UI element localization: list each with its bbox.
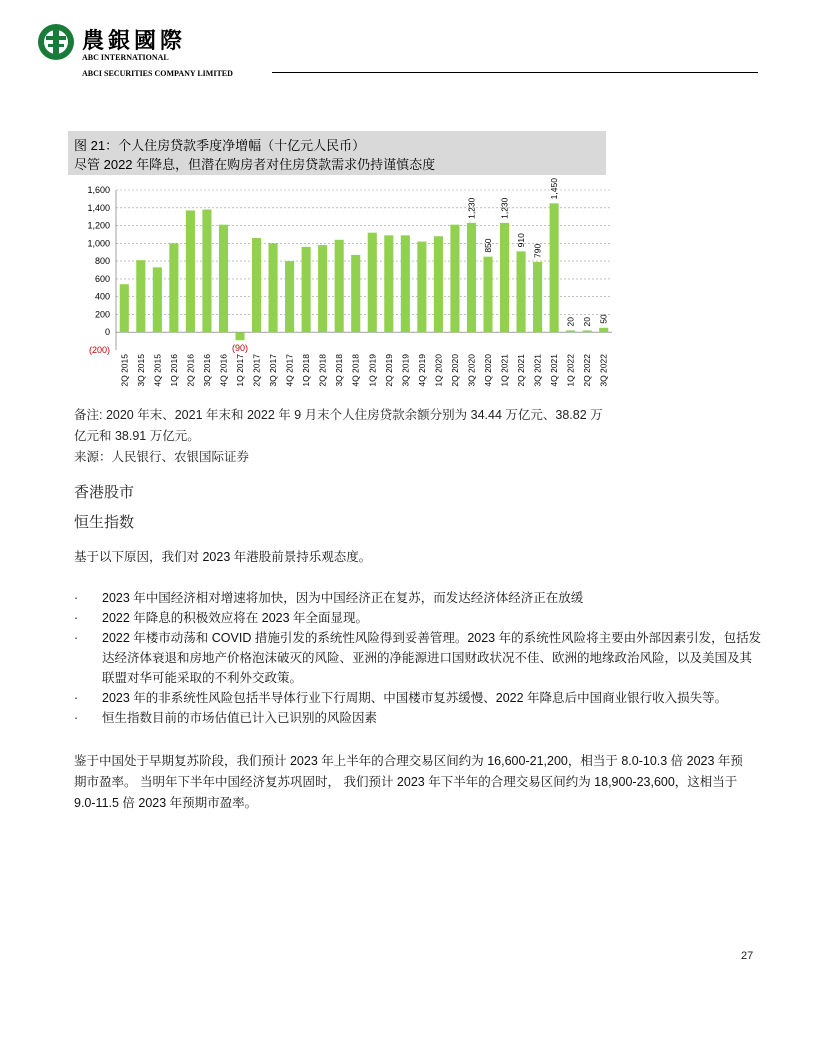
chart-bar <box>483 257 492 333</box>
chart-bar <box>202 210 211 333</box>
chart-bar <box>450 225 459 333</box>
y-tick-label: 0 <box>104 327 110 338</box>
chart-bar <box>285 261 294 332</box>
y-tick-label: 1,400 <box>87 202 110 213</box>
brand-name-en: ABC INTERNATIONAL <box>82 53 169 62</box>
x-tick-label: 2Q 2017 <box>251 354 262 387</box>
x-tick-label: 4Q 2018 <box>350 354 361 387</box>
header-divider <box>272 72 758 73</box>
list-item: · 2023 年中国经济相对增速将加快，因为中国经济正在复苏，而发达经济体经济正在放缓 <box>74 588 764 608</box>
y-tick-label: 400 <box>94 291 110 302</box>
chart-bar <box>269 243 278 332</box>
y-tick-label: (200) <box>88 345 110 355</box>
x-tick-label: 2Q 2022 <box>582 354 593 387</box>
section-heading-hsi: 恒生指数 <box>74 514 135 531</box>
list-item: · 2023 年的非系统性风险包括半导体行业下行周期、中国楼市复苏缓慢、2022 年降息后中国商业银行收入损失等。 <box>74 688 764 708</box>
chart-bar <box>533 262 542 332</box>
x-tick-label: 4Q 2020 <box>483 354 493 387</box>
bullet-icon: · <box>74 591 79 605</box>
section-heading-hk-market: 香港股市 <box>74 484 135 501</box>
chart-bar <box>318 245 327 332</box>
x-tick-label: 3Q 2021 <box>532 354 543 387</box>
x-tick-label: 1Q 2018 <box>301 354 312 387</box>
chart-bar <box>566 330 575 332</box>
reasons-list <box>74 588 764 728</box>
chart-bar <box>599 328 608 332</box>
y-tick-label: 1,200 <box>87 220 110 231</box>
chart-bar <box>252 238 261 332</box>
figure-caption-box <box>68 131 606 175</box>
x-tick-label: 1Q 2020 <box>433 354 444 387</box>
x-tick-label: 2Q 2021 <box>516 354 527 387</box>
figure-subtitle: 尽管 2022 年降息，但潜在购房者对住房贷款需求仍持谨慎态度 <box>74 157 436 172</box>
chart-bar <box>368 233 377 333</box>
mortgage-net-increase-chart <box>68 176 613 406</box>
x-tick-label: 1Q 2021 <box>499 354 510 387</box>
x-tick-label: 1Q 2016 <box>168 354 179 387</box>
chart-bar <box>153 267 162 332</box>
chart-bar <box>169 243 178 332</box>
data-label: 1,230 <box>499 197 510 219</box>
x-tick-label: 1Q 2022 <box>565 353 576 387</box>
data-label: (90) <box>231 343 249 354</box>
abc-logo-icon <box>36 22 76 62</box>
y-tick-label: 600 <box>94 273 110 284</box>
y-tick-label: 1,000 <box>87 238 110 249</box>
x-tick-label: 3Q 2016 <box>201 354 212 387</box>
chart-bar <box>219 225 228 333</box>
data-label: 850 <box>483 238 493 253</box>
data-label: 910 <box>516 233 527 248</box>
chart-bar <box>302 247 311 332</box>
chart-bar <box>467 223 476 332</box>
data-label: 20 <box>565 316 576 327</box>
chart-bar <box>186 210 195 332</box>
chart-bar <box>384 235 393 332</box>
conclusion-paragraph: 鉴于中国处于早期复苏阶段，我们预计 2023 年上半年的合理交易区间约为 16,600-21,200，相当于 8.0-10.3 倍 2023 年预期市盈率。 当明年下半年中国经济复苏巩固时， 我们预计 2023 年下半年的合理交易区间约为 18,900-23,600，这相当于 9.0-11.5 倍 2023 年预期市盈率。 <box>74 754 743 810</box>
x-tick-label: 4Q 2019 <box>416 354 427 387</box>
list-item: · 2022 年楼市动荡和 COVID 措施引发的系统性风险得到妥善管理。2023 年的系统性风险将主要由外部因素引发，包括发达经济体衰退和房地产价格泡沫破灭的风险、亚洲的净能源进口国财政状况不佳、欧洲的地缘政治风险，以及美国及其联盟对华可能采取的不利外交政策。 <box>74 628 764 688</box>
chart-bar <box>517 251 526 332</box>
data-label: 790 <box>532 243 543 258</box>
x-tick-label: 1Q 2017 <box>235 354 245 387</box>
list-item: · 2022 年降息的积极效应将在 2023 年全面显现。 <box>74 608 764 628</box>
intro-paragraph: 基于以下原因，我们对 2023 年港股前景持乐观态度。 <box>74 550 372 564</box>
x-tick-label: 2Q 2019 <box>383 354 394 387</box>
chart-bar <box>434 236 443 332</box>
x-tick-label: 3Q 2018 <box>334 354 345 387</box>
bullet-icon: · <box>74 611 79 625</box>
figure-source: 来源：人民银行、农银国际证券 <box>74 450 250 464</box>
bullet-icon: · <box>74 631 79 645</box>
x-tick-label: 4Q 2017 <box>284 354 295 387</box>
chart-bar <box>335 240 344 332</box>
x-tick-label: 4Q 2016 <box>218 354 229 387</box>
x-tick-label: 1Q 2019 <box>367 354 378 387</box>
data-label: 20 <box>582 316 593 327</box>
chart-bar <box>351 255 360 332</box>
figure-note: 备注: 2020 年末、2021 年末和 2022 年 9 月末个人住房贷款余额分别为 34.44 万亿元、38.82 万亿元和 38.91 万亿元。 <box>74 408 603 443</box>
chart-bar <box>550 203 559 332</box>
x-tick-label: 4Q 2015 <box>152 354 163 387</box>
figure-title: 图 21：个人住房贷款季度净增幅（十亿元人民币） <box>74 138 366 153</box>
x-tick-label: 2Q 2015 <box>119 354 130 387</box>
y-tick-label: 1,600 <box>87 185 110 195</box>
bullet-icon: · <box>74 691 79 705</box>
x-tick-label: 3Q 2022 <box>598 354 609 387</box>
page-number: 27 <box>741 950 754 962</box>
chart-bar <box>136 260 145 332</box>
x-tick-label: 3Q 2020 <box>466 354 477 387</box>
data-label: 1,450 <box>549 178 560 200</box>
y-tick-label: 200 <box>94 309 110 320</box>
chart-bar <box>583 330 592 332</box>
data-label: 50 <box>598 314 609 324</box>
chart-bar <box>500 223 509 332</box>
data-label: 1,230 <box>466 197 477 219</box>
x-tick-label: 4Q 2021 <box>549 353 560 387</box>
list-item: · 恒生指数目前的市场估值已计入已识别的风险因素 <box>74 708 764 728</box>
brand-company-name: ABCI SECURITIES COMPANY LIMITED <box>82 69 233 78</box>
x-tick-label: 2Q 2018 <box>317 354 328 387</box>
x-tick-label: 3Q 2015 <box>135 354 146 387</box>
x-tick-label: 3Q 2017 <box>268 354 279 387</box>
x-tick-label: 3Q 2019 <box>400 354 411 387</box>
brand-name-cn: 農銀國際 <box>82 28 187 54</box>
chart-bar <box>401 235 410 332</box>
x-tick-label: 2Q 2020 <box>449 354 460 387</box>
chart-bar <box>235 332 244 340</box>
y-tick-label: 800 <box>94 256 110 267</box>
x-tick-label: 2Q 2016 <box>185 354 196 387</box>
chart-bar <box>120 284 129 332</box>
bullet-icon: · <box>74 711 79 725</box>
chart-bar <box>417 242 426 333</box>
